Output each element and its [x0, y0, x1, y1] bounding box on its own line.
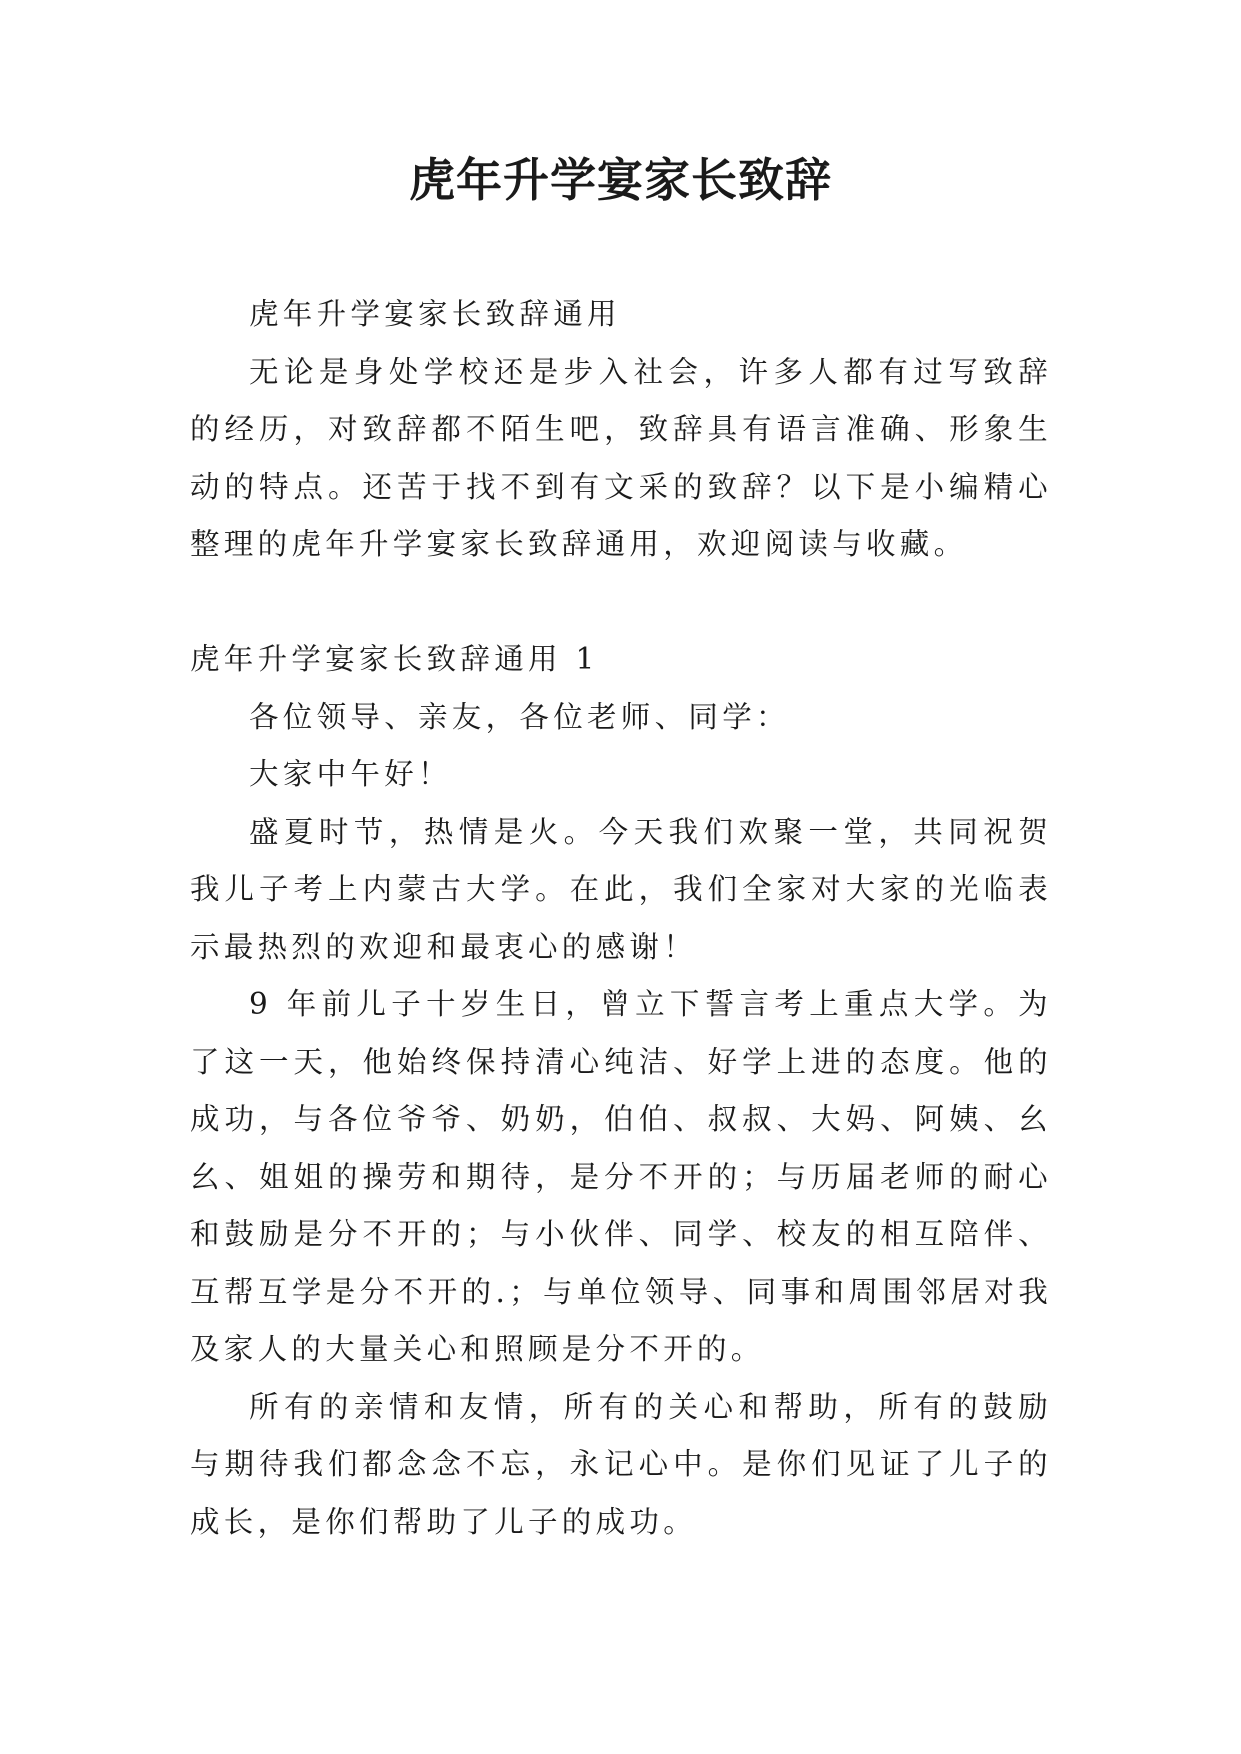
document-title: 虎年升学宴家长致辞 — [409, 153, 832, 207]
document-body — [190, 286, 1052, 1551]
intro-heading: 虎年升学宴家长致辞通用 — [249, 297, 621, 331]
section-spacer — [190, 574, 1052, 632]
intro-paragraph: 无论是身处学校还是步入社会，许多人都有过写致辞的经历，对致辞都不陌生吧，致辞具有语言准确、形象生动的特点。还苦于找不到有文采的致辞？以下是小编精心整理的虎年升学宴家长致辞通用，欢迎阅读与收藏。 — [190, 354, 1052, 561]
section-heading: 虎年升学宴家长致辞通用 1 — [190, 642, 599, 676]
body-paragraph: 所有的亲情和友情，所有的关心和帮助，所有的鼓励与期待我们都念念不忘，永记心中。是你们见证了儿子的成长，是你们帮助了儿子的成功。 — [190, 1389, 1052, 1539]
body-paragraph: 9 年前儿子十岁生日，曾立下誓言考上重点大学。为了这一天，他始终保持清心纯洁、好学上进的态度。他的成功，与各位爷爷、奶奶，伯伯、叔叔、大妈、阿姨、幺幺、姐姐的操劳和期待，是分不开的；与历届老师的耐心和鼓励是分不开的；与小伙伴、同学、校友的相互陪伴、互帮互学是分不开的.；与单位领导、同事和周围邻居对我及家人的大量关心和照顾是分不开的。 — [190, 987, 1052, 1366]
greeting-line: 各位领导、亲友，各位老师、同学： — [249, 699, 790, 734]
salutation-line: 大家中午好！ — [249, 757, 452, 791]
body-paragraph: 盛夏时节，热情是火。今天我们欢聚一堂，共同祝贺我儿子考上内蒙古大学。在此，我们全家对大家的光临表示最热烈的欢迎和最衷心的感谢！ — [190, 814, 1052, 964]
